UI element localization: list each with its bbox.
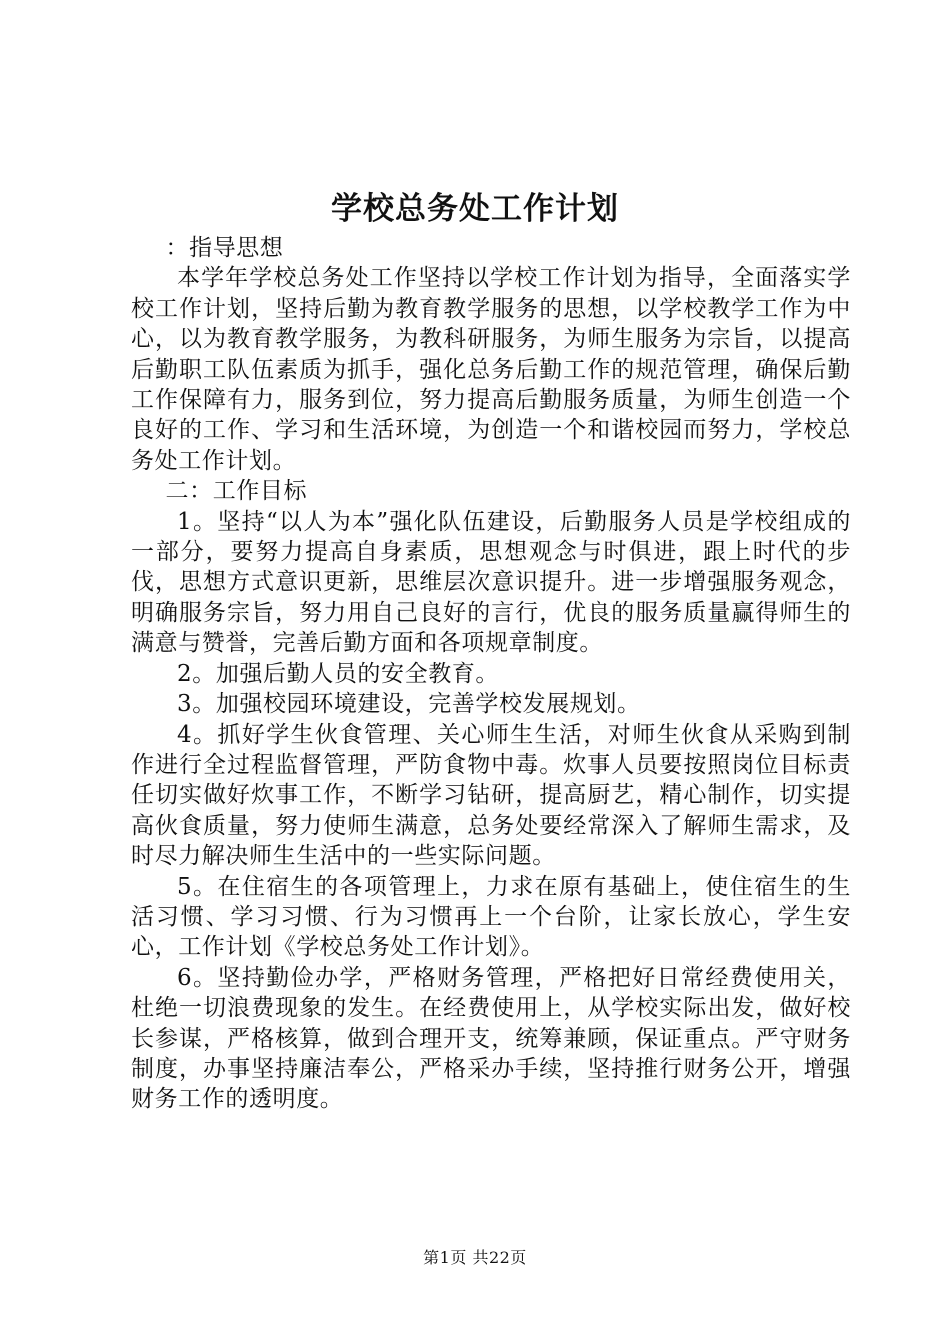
document-title: 学校总务处工作计划 <box>331 191 619 227</box>
paragraph-goal-5: 5。在住宿生的各项管理上，力求在原有基础上，使住宿生的生活习惯、学习习惯、行为习惯再上一个台阶，让家长放心，学生安心，工作计划《学校总务处工作计划》。 <box>131 873 851 961</box>
paragraph-guiding-thought: 本学年学校总务处工作坚持以学校工作计划为指导，全面落实学校工作计划，坚持后勤为教育教学服务的思想，以学校教学工作为中心，以为教育教学服务，为教科研服务，为师生服务为宗旨，以提高后勤职工队伍素质为抓手，强化总务后勤工作的规范管理，确保后勤工作保障有力，服务到位，努力提高后勤服务质量，为师生创造一个良好的工作、学习和生活环境，为创造一个和谐校园而努力，学校总务处工作计划。 <box>131 265 851 474</box>
paragraph-goal-3: 3。加强校园环境建设，完善学校发展规划。 <box>177 691 641 718</box>
paragraph-goal-1: 1。坚持“以人为本”强化队伍建设，后勤服务人员是学校组成的一部分，要努力提高自身素质，思想观念与时俱进，跟上时代的步伐，思想方式意识更新，思维层次意识提升。进一步增强服务观念，明确服务宗旨，努力用自己良好的言行，优良的服务质量赢得师生的满意与赞誉，完善后勤方面和各项规章制度。 <box>131 508 851 657</box>
paragraph-goal-4: 4。抓好学生伙食管理、关心师生生活，对师生伙食从采购到制作进行全过程监督管理，严防食物中毒。炊事人员要按照岗位目标责任切实做好炊事工作，不断学习钻研，提高厨艺，精心制作，切实提高伙食质量，努力使师生满意，总务处要经常深入了解师生需求，及时尽力解决师生生活中的一些实际问题。 <box>131 721 851 870</box>
paragraph-goal-2: 2。加强后勤人员的安全教育。 <box>177 660 500 687</box>
section-heading-guiding-thought: ：指导思想 <box>165 235 284 261</box>
paragraph-goal-6: 6。坚持勤俭办学，严格财务管理，严格把好日常经费使用关，杜绝一切浪费现象的发生。在经费使用上，从学校实际出发，做好校长参谋，严格核算，做到合理开支，统筹兼顾，保证重点。严守财务制度，办事坚持廉洁奉公，严格采办手续，坚持推行财务公开，增强财务工作的透明度。 <box>131 964 851 1113</box>
section-heading-work-goals: 二：工作目标 <box>165 478 308 505</box>
document-body <box>131 233 851 1115</box>
page-number-footer: 第1页 共22页 <box>423 1248 527 1267</box>
